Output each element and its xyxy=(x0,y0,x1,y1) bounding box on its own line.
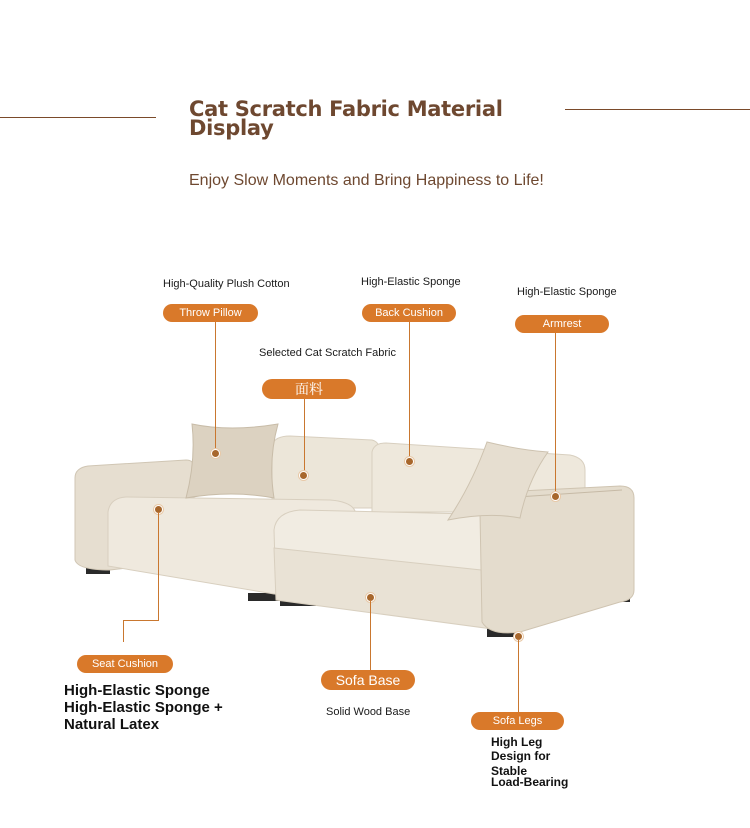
throw-pillow-connector xyxy=(215,322,216,452)
seat-cushion-label: Seat Cushion xyxy=(77,655,173,673)
seat-cushion-spec-2: High-Elastic Sponge + xyxy=(64,699,223,716)
armrest-caption: High-Elastic Sponge xyxy=(517,286,617,298)
armrest-label: Armrest xyxy=(515,315,609,333)
seat-cushion-connector-horizontal xyxy=(123,620,159,621)
back-cushion-connector xyxy=(409,322,410,460)
fabric-caption: Selected Cat Scratch Fabric xyxy=(259,347,396,359)
seat-cushion-spec-3: Natural Latex xyxy=(64,716,160,733)
back-cushion-left xyxy=(272,436,380,508)
sofa-base-caption: Solid Wood Base xyxy=(326,706,411,718)
left-throw-pillow xyxy=(186,424,278,498)
sofa-legs-spec-2: Design for xyxy=(491,749,551,763)
sofa-legs-connector xyxy=(518,639,519,712)
fabric-label: 面料 xyxy=(262,379,356,399)
seat-cushion-connector-drop xyxy=(123,620,124,642)
sofa-legs-label: Sofa Legs xyxy=(471,712,564,730)
throw-pillow-marker xyxy=(211,449,220,458)
back-cushion-label: Back Cushion xyxy=(362,304,456,322)
fabric-marker xyxy=(299,471,308,480)
throw-pillow-caption: High-Quality Plush Cotton xyxy=(163,278,290,290)
fabric-connector xyxy=(304,399,305,475)
back-cushion-marker xyxy=(405,457,414,466)
sofa-legs-spec-3: Stable xyxy=(491,764,528,778)
page-title: Cat Scratch Fabric Material Display xyxy=(189,97,503,140)
armrest-connector xyxy=(555,333,556,495)
sofa-base-connector xyxy=(370,600,371,670)
back-cushion-caption: High-Elastic Sponge xyxy=(361,276,461,288)
sofa-base-label: Sofa Base xyxy=(321,670,415,690)
seat-cushion-spec-1: High-Elastic Sponge xyxy=(64,682,210,699)
page-subtitle: Enjoy Slow Moments and Bring Happiness to Life! xyxy=(189,172,544,189)
armrest-marker xyxy=(551,492,560,501)
throw-pillow-label: Throw Pillow xyxy=(163,304,258,322)
sofa-legs-spec-4: Load-Bearing xyxy=(491,775,569,789)
seat-cushion-connector xyxy=(158,512,159,621)
sofa-legs-spec-1: High Leg xyxy=(491,735,543,749)
